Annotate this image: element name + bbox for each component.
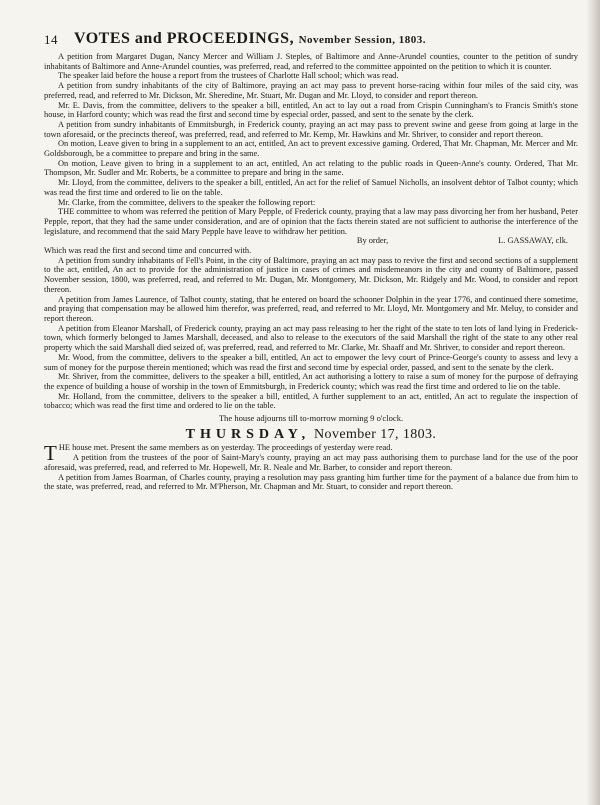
binding-shadow <box>586 0 600 805</box>
page-number: 14 <box>44 32 58 47</box>
day-name: THURSDAY, <box>185 426 311 442</box>
title-session: November Session, 1803. <box>298 34 426 46</box>
opening-text: HE house met. Present the same members as on yesterday. The proceedings of yesterday were read. <box>58 443 393 453</box>
proceedings-body <box>44 52 578 492</box>
paragraph: Mr. Clarke, from the committee, delivers to the speaker the following report: <box>58 197 316 207</box>
paragraph: A petition from sundry inhabitants of Emmitsburgh, in Frederick county, praying an act may pass to prevent swine and geese from going at large in the town aforesaid, or the precincts thereof, was preferred, read, and referred to Mr. Kemp, Mr. Hawkins and Mr. Shriver, to consider and report thereon. <box>44 119 578 139</box>
title-main: VOTES and PROCEEDINGS, <box>74 30 295 47</box>
paragraph: Mr. Holland, from the committee, delivers to the speaker a bill, entitled, A further supplement to an act, entitled, An act to regulate the inspection of tobacco; which was read the first time and ordered to lie on the table. <box>44 391 578 411</box>
paragraph: The speaker laid before the house a report from the trustees of Charlotte Hall school; which was read. <box>58 71 399 81</box>
paragraph: On motion, Leave given to bring in a supplement to an act, entitled, An act relating to the public roads in Queen-Anne's county. Ordered, That Mr. Thompson, Mr. Sudler and Mr. Roberts, be a committee to prepare and bring in the same. <box>44 158 578 178</box>
by-order: By order, <box>356 236 389 246</box>
paragraph: A petition from the trustees of the poor of Saint-Mary's county, praying an act may pass authorising them to purchase land for the use of the poor aforesaid, was preferred, read, and referred to Mr. Hopewell, Mr. R. Neale and Mr. Barber, to consider and report thereon. <box>44 453 578 472</box>
signature-line <box>44 236 578 246</box>
clerk-signature: L. GASSAWAY, clk. <box>498 236 568 246</box>
page-title <box>74 30 426 48</box>
adjournment-notice: The house adjourns till to-morrow morning 9 o'clock. <box>218 413 404 424</box>
paragraph: Mr. Wood, from the committee, delivers to the speaker a bill, entitled, An act to empower the levy court of Prince-George's county to assess and levy a sum of money for the purpose therein mentioned; which was read the first and second time by especial order, passed, and sent to the senate by the clerk. <box>44 352 578 372</box>
day-heading <box>44 426 578 442</box>
drop-cap: T <box>44 441 57 466</box>
paragraph: A petition from James Boarman, of Charles county, praying a resolution may pass granting him further time for the payment of a balance due from him to the state, was preferred, read, and referred to Mr. M'Pherson, Mr. Chapman and Mr. Stuart, to consider and report thereon. <box>44 472 578 492</box>
paragraph: A petition from sundry inhabitants of the city of Baltimore, praying an act may pass to prevent horse-racing within four miles of the said city, was preferred, read, and referred to Mr. Dickson, Mr. Sheredine, Mr. Stuart, Mr. Dugan and Mr. Lloyd, to consider and report thereon. <box>44 81 578 100</box>
paragraph: On motion, Leave given to bring in a supplement to an act, entitled, An act to prevent excessive gaming. Ordered, That Mr. Chapman, Mr. Mercer and Mr. Goldsborough, be a committee to prepare and bring in the same. <box>44 139 578 159</box>
paragraph: Mr. E. Davis, from the committee, delivers to the speaker a bill, entitled, An act to lay out a road from Crispin Cunningham's to Francis Smith's stone house, in Harford county; which was read the first and second time by especial order, passed, and sent to the senate by the clerk. <box>44 100 578 120</box>
paragraph: Which was read the first and second time and concurred with. <box>44 246 252 256</box>
page-header <box>44 30 578 52</box>
day-date: November 17, 1803. <box>314 426 437 442</box>
paragraph: A petition from Margaret Dugan, Nancy Mercer and William J. Steples, of Baltimore and Anne-Arundel counties, counter to the petition of sundry inhabitants of Baltimore and Anne-Arundel counties, was preferred, read, and referred to the committee appointed on the petition to which it is counter. <box>44 52 578 71</box>
paragraph: A petition from sundry inhabitants of Fell's Point, in the city of Baltimore, praying an act may pass to revive the first and second sections of a supplement to the act, entitled, An act to provide for the administration of justice in cases of crimes and misdemeanors in the city and county of Baltimore, passed November session, 1800, was preferred, read, and referred to Mr. Dugan, Mr. Montgomery, Mr. Dickson, Mr. Ridgely and Mr. Wood, to consider and report thereon. <box>44 255 578 294</box>
paragraph: A petition from Eleanor Marshall, of Frederick county, praying an act may pass releasing to her the right of the state to ten lots of land lying in Frederick-town, which formerly belonged to James Marshall, deceased, and also to release to the executors of the said Marshall the right of the state to any other real property which the said Marshall died seized of, was preferred, read, and referred to Mr. Clarke, Mr. Shaaff and Mr. Shriver, to consider and report thereon. <box>44 323 578 353</box>
paragraph: Mr. Lloyd, from the committee, delivers to the speaker a bill, entitled, An act for the relief of Samuel Nicholls, an insolvent debtor of Talbot county; which was read the first time and ordered to lie on the table. <box>44 178 578 197</box>
report-paragraph: THE committee to whom was referred the petition of Mary Pepple, of Frederick county, praying that a law may pass divorcing her from her husband, Peter Pepple, report, that they had the same under consideration, and are of opinion that the facts therein stated are not sufficient to authorise the interference of the legislature, and recommend that the said Mary Pepple have leave to withdraw her petition. <box>44 207 578 236</box>
paragraph: A petition from James Laurence, of Talbot county, stating, that he entered on board the schooner Dolphin in the year 1776, and continued there sometime, and praying that compensation may be allowed him therefor, was preferred, read, and referred to Mr. Lloyd, Mr. Montgomery and Mr. Meluy, to consider and report thereon. <box>44 294 578 323</box>
paragraph: Mr. Shriver, from the committee, delivers to the speaker a bill, entitled, An act authorising a lottery to raise a sum of money for the purpose of defraying the expence of building a house of worship in the town of Emmitsburgh, in Frederick county; which was read the first time and ordered to lie on the table. <box>44 372 578 391</box>
